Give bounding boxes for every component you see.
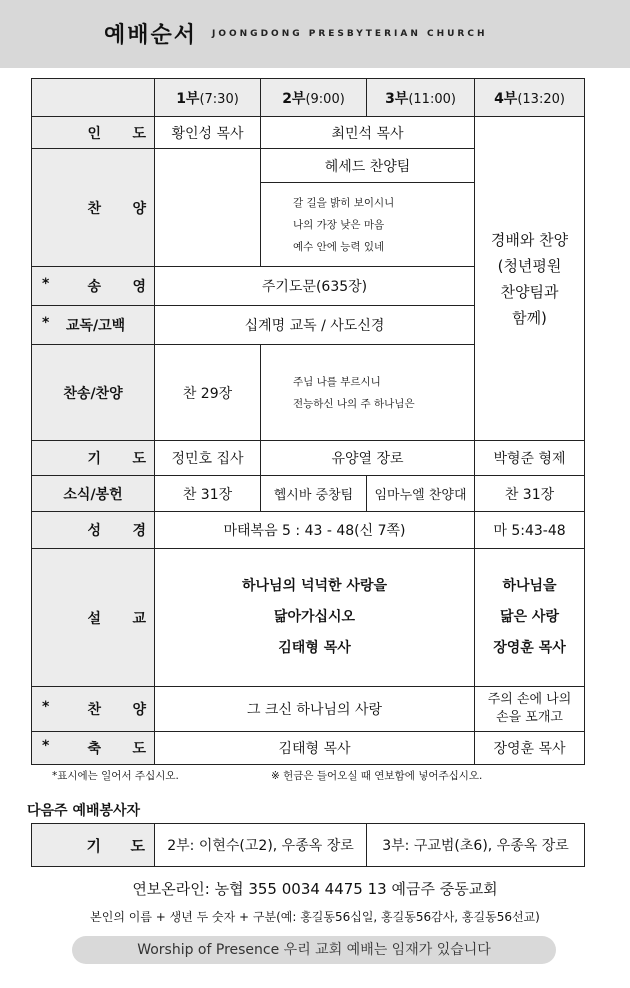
praise-label: 찬 양 <box>32 149 155 267</box>
benediction-s13: 김태형 목사 <box>155 732 475 765</box>
hymn-label: 찬송/찬양 <box>32 345 155 441</box>
scripture-row <box>32 512 585 549</box>
standing-note: *표시에는 일어서 주십시오. <box>52 770 179 782</box>
footer-slogan: Worship of Presence 우리 교회 예배는 임재가 있습니다 <box>72 936 556 964</box>
news-label: 소식/봉헌 <box>32 476 155 512</box>
praise-s1 <box>155 149 261 267</box>
closing-hymn-row <box>32 687 585 732</box>
news-s3: 임마누엘 찬양대 <box>367 476 475 512</box>
prayer-s1: 정민호 집사 <box>155 441 261 476</box>
scripture-label: 성 경 <box>32 512 155 549</box>
leader-s23: 최민석 목사 <box>261 117 475 149</box>
leader-row <box>32 117 585 149</box>
service-header-row <box>32 79 585 117</box>
news-s4: 찬 31장 <box>475 476 585 512</box>
next-week-table <box>31 823 585 867</box>
next-prayer-s3: 3부: 구교범(초6), 우종옥 장로 <box>367 824 585 867</box>
benediction-label: * 축 도 <box>32 732 155 765</box>
worship-order-table <box>31 78 585 765</box>
next-prayer-s2: 2부: 이현수(고2), 우종옥 장로 <box>155 824 367 867</box>
scripture-s13: 마태복음 5 : 43 - 48(신 7쪽) <box>155 512 475 549</box>
benediction-row <box>32 732 585 765</box>
closing-hymn-s13: 그 크신 하나님의 사랑 <box>155 687 475 732</box>
doxology-label: * 송 영 <box>32 267 155 306</box>
header-bar <box>0 0 630 68</box>
sermon-label: 설 교 <box>32 549 155 687</box>
offering-name-format: 본인의 이름 + 생년 두 숫자 + 구분(예: 홍길동56십일, 홍길동56감사, 홍길동56선교) <box>90 910 540 924</box>
next-week-title: 다음주 예배봉사자 <box>27 803 141 819</box>
news-s2: 헵시바 중창팀 <box>261 476 367 512</box>
doxology-value: 주기도문(635장) <box>155 267 475 306</box>
scripture-s4: 마 5:43-48 <box>475 512 585 549</box>
prayer-row <box>32 441 585 476</box>
service-4-praise: 경배와 찬양 (청년평원 찬양팀과 함께) <box>475 117 585 441</box>
hymn-song-lines: 주님 나를 부르시니 전능하신 나의 주 하나님은 <box>261 345 475 441</box>
prayer-s23: 유양열 장로 <box>261 441 475 476</box>
sermon-s4: 하나님을 닮은 사랑 장영훈 목사 <box>475 549 585 687</box>
sermon-s13: 하나님의 넉넉한 사랑을 닮아가십시오 김태형 목사 <box>155 549 475 687</box>
leader-s1: 황인성 목사 <box>155 117 261 149</box>
closing-hymn-label: * 찬 양 <box>32 687 155 732</box>
service-3-header: 3부(11:00) <box>367 79 475 117</box>
benediction-s4: 장영훈 목사 <box>475 732 585 765</box>
news-s1: 찬 31장 <box>155 476 261 512</box>
sermon-row <box>32 549 585 687</box>
praise-song-lines: 갈 길을 밝히 보이시니 나의 가장 낮은 마음 예수 안에 능력 있네 <box>261 183 475 267</box>
closing-hymn-s4: 주의 손에 나의 손을 포개고 <box>475 687 585 732</box>
service-2-header: 2부(9:00) <box>261 79 367 117</box>
hymn-s1: 찬 29장 <box>155 345 261 441</box>
prayer-label: 기 도 <box>32 441 155 476</box>
page-title: 예배순서 <box>104 23 198 48</box>
service-4-header: 4부(13:20) <box>475 79 585 117</box>
leader-label: 인 도 <box>32 117 155 149</box>
news-row <box>32 476 585 512</box>
confession-label: * 교독/고백 <box>32 306 155 345</box>
prayer-s4: 박형준 형제 <box>475 441 585 476</box>
confession-value: 십계명 교독 / 사도신경 <box>155 306 475 345</box>
next-prayer-label: 기 도 <box>32 824 155 867</box>
service-1-header: 1부(7:30) <box>155 79 261 117</box>
church-name: JOONGDONG PRESBYTERIAN CHURCH <box>212 29 488 39</box>
offering-note: ※ 헌금은 들어오실 때 연보함에 넣어주십시오. <box>271 770 483 782</box>
praise-team: 헤세드 찬양팀 <box>261 149 475 183</box>
online-offering-info: 연보온라인: 농협 355 0034 4475 13 예금주 중동교회 <box>132 880 498 898</box>
